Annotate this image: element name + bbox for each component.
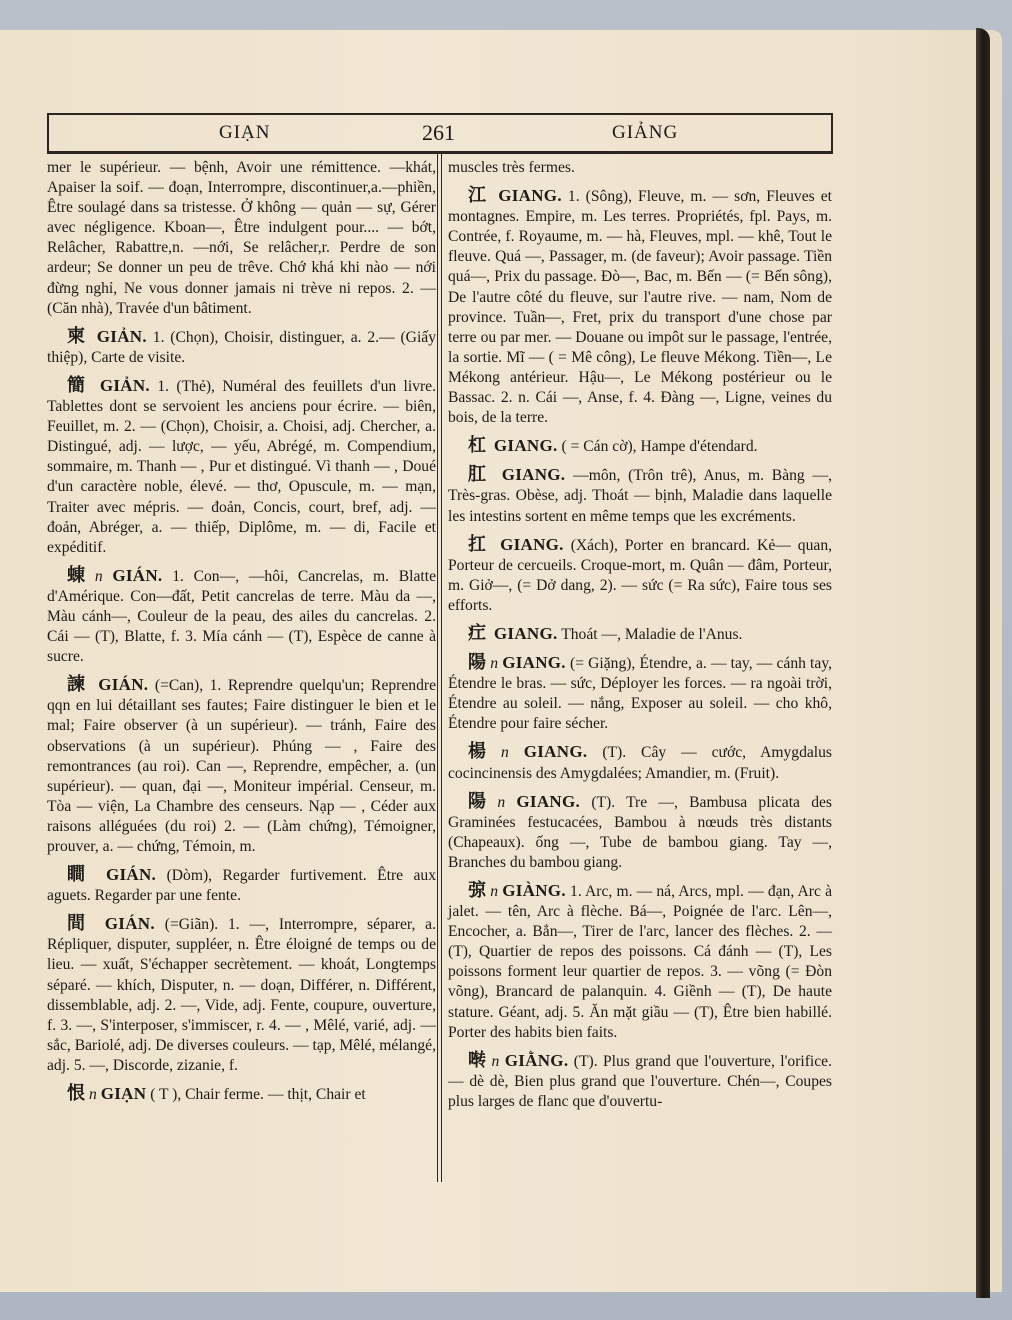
hanzi-character: 杠 <box>468 435 486 457</box>
hanzi-character: 蝀 <box>67 564 91 586</box>
dictionary-entry <box>47 566 436 667</box>
entry-marker: n <box>491 1052 500 1070</box>
header-right-word: GIẢNG <box>612 122 679 143</box>
dictionary-entry <box>448 624 832 645</box>
entry-definition: —môn, (Trôn trê), Anus, m. Bàng —, Très-gras. Obèse, adj. Thoát — bịnh, Maladie dans laquelle les intestins sortent en même temps que les excréments. <box>448 467 832 525</box>
entry-marker: n <box>89 1086 97 1104</box>
dictionary-entry <box>448 881 832 1043</box>
entry-headword: GIANG. <box>498 186 562 206</box>
dictionary-entry <box>47 865 436 906</box>
dictionary-entry <box>47 327 436 368</box>
hanzi-character: 疘 <box>468 622 486 644</box>
dictionary-entry <box>448 535 832 616</box>
entry-headword: GIÀNG. <box>502 881 566 900</box>
entry-headword: GIANG. <box>523 742 588 762</box>
entry-headword: GIẢN. <box>99 375 150 395</box>
entry-headword: GIẰNG. <box>504 1050 569 1070</box>
hanzi-character: 楊 <box>468 741 498 763</box>
dictionary-entry <box>448 465 832 526</box>
dictionary-entry <box>448 436 832 457</box>
entry-marker: n <box>94 567 103 585</box>
entry-headword: GIÁN. <box>105 865 157 885</box>
hanzi-character: 江 <box>468 185 489 207</box>
header-left-word: GIẠN <box>219 122 271 143</box>
column-divider <box>437 152 442 1182</box>
page-number: 261 <box>422 120 455 145</box>
entry-definition: (Dòm), Regarder furtivement. Être aux aguets. Regarder par une fente. <box>47 867 437 905</box>
entry-definition: 1. (Thẻ), Numéral des feuillets d'un livre. Tablettes dont se servoient les anciens pour écrire. — biên, Feuillet, m. 2. — (Chọn), Choisir, a. Choisi, adj. Chercher, a. Distingué, adj. — lược, — yếu, Abrégé, m. Compendium, sommaire, m. Thanh — , Pur et distingué. Vì thanh — , Doué d'un caractère noble, élevé. — thơ, Opuscule, m. — mạn, Traiter avec mépris. — đoản, Concis, court, bref, adj. — đoản, Abréger, a. — thiếp, Diplôme, m. — di, Facile et expéditif. <box>47 377 437 556</box>
hanzi-character: 瞷 <box>67 864 92 886</box>
hanzi-character: 啭 <box>468 1049 488 1071</box>
entry-headword: GIANG. <box>516 791 581 811</box>
book-binding-edge <box>976 28 990 1298</box>
entry-definition: ( T ), Chair ferme. — thịt, Chair et <box>150 1086 366 1104</box>
entry-headword: GIẢN. <box>96 326 147 346</box>
entry-headword: GIANG. <box>502 653 566 673</box>
entry-marker: n <box>490 883 499 900</box>
entry-definition: (Xách), Porter en brancard. Kẻ— quan, Porteur de cercueils. Croque-mort, m. Quân — đâm, Porteur, m. Giở—, (= Dở dang, 2). — sức (= Ra sức), Faire tous ses efforts. <box>448 536 833 614</box>
entry-definition: ( = Cán cờ), Hampe d'étendard. <box>561 438 758 456</box>
hanzi-character: 恨 <box>67 1083 85 1105</box>
hanzi-character: 間 <box>67 913 91 935</box>
entry-definition: 1. Arc, m. — ná, Arcs, mpl. — đạn, Arc à jalet. — tên, Arc à flèche. Bá—, Poignée de l'arc. Lên—, Encocher, a. Bắn—, Tirer de l'arc, lancer des flèches. 2. — (T), Quartier de repos des poissons. Cá đánh — (T), Les poissons forment leur quartier de repos. 3. — võng (= Đòn võng), Brancard de palanquin. 4. Giềnh — (T), De haute stature. Géant, adj. 5. Ăn mặt giầu — (T), Être bien habillé. Porter des habits bien faits. <box>448 883 832 1041</box>
hanzi-character: 弶 <box>468 880 487 901</box>
hanzi-character: 簡 <box>67 374 89 396</box>
hanzi-character: 柬 <box>67 325 87 347</box>
entry-definition: (= Giặng), Étendre, a. — tay, — cánh tay, Étendre le bras. — sức, Déployer les forces. — ra ngoài trời, Étendre au soleil. — nắng, Exposer au soleil. — cho khô, Étendre pour faire sécher. <box>448 655 832 733</box>
entry-headword: GIANG. <box>500 534 564 554</box>
dictionary-entry <box>47 675 436 857</box>
hanzi-character: 扛 <box>468 533 490 555</box>
entry-marker: n <box>490 655 499 673</box>
entry-headword: GIANG. <box>493 436 558 456</box>
entry-definition: (T). Cây — cước, Amygdalus cocincinensis des Amygdalées; Amandier, m. (Fruit). <box>448 744 832 782</box>
dictionary-entry <box>448 1051 832 1112</box>
entry-definition: (=Giãn). 1. —, Interrompre, séparer, a. Répliquer, disputer, suppléer, n. Être éloigné de temps ou de lieu. — xuất, S'échapper secrètement. — khoát, Longtemps séparé. — khích, Disputer, n. — doạn, Différer, n. Différent, dissemblable, adj. 2. —, Vide, adj. Fente, coupure, ouverture, f. 3. —, S'interposer, s'immiscer, r. 4. — , Mêlé, varié, adj. — sắc, Bariolé, adj. De diverses couleurs. — tạp, Mêlé, mélangé, adj. 5. —, Discorde, zizanie, f. <box>47 916 437 1074</box>
entry-marker: n <box>497 793 506 811</box>
hanzi-character: 陽 <box>468 790 494 812</box>
continuation-text: muscles très fermes. <box>448 159 575 176</box>
dictionary-entry <box>448 792 832 873</box>
entry-definition: Thoát —, Maladie de l'Anus. <box>561 625 743 643</box>
hanzi-character: 陽 <box>468 652 487 674</box>
running-header <box>47 113 833 154</box>
entry-definition: (T). Tre —, Bambusa plicata des Graminées festucacées, Bambou à nœuds très distants (Chapeaux). ống —, Tube de bambou giang. Tay —, Branches du bambou giang. <box>448 793 833 871</box>
dictionary-entry <box>47 914 436 1076</box>
hanzi-character: 諫 <box>67 674 88 696</box>
entry-definition: (T). Plus grand que l'ouverture, l'orifice. — dè dè, Bien plus grand que l'ouverture. Chén—, Coupes plus larges de flanc que d'ouvertu- <box>448 1052 832 1110</box>
entry-headword: GIÁN. <box>104 914 155 934</box>
entry-headword: GIÁN. <box>98 675 149 695</box>
right-column <box>448 158 832 1120</box>
entry-headword: GIÁN. <box>112 565 163 585</box>
dictionary-entry <box>448 653 832 734</box>
hanzi-character: 肛 <box>468 464 490 486</box>
dictionary-entry <box>47 1084 436 1105</box>
entry-headword: GIANG. <box>493 623 558 643</box>
entry-definition: 1. (Sông), Fleuve, m. — sơn, Fleuves et montagnes. Empire, m. Les terres. Propriétés, fpl. Pays, m. Contrée, f. Royaume, m. — hà, Fleuves, mpl. — khê, Tout le fleuve. Quá —, Passager, m. (de faveur); Avoir passage. Tiền quá—, Prix du passage. Đò—, Bac, m. Bến — (= Bến sông), De l'autre côté du fleuve, sur l'autre rive. — nam, Nom de province. Tuần—, Fret, prix du transport d'une chose par terre ou par mer. — Douane ou impôt sur le passage, l'entrée, la sortie. Mĩ — ( = Mê công), Le fleuve Mékong. Tiền—, Le Mékong antérieur. Hậu—, Le Mékong postérieur ou le Bassac. 2. n. Cái —, Anse, f. 4. Đàng —, Ligne, veines du bois, de la terre. <box>448 188 832 427</box>
entry-definition: 1. Con—, —hôi, Cancrelas, m. Blatte d'Amérique. Con—đất, Petit cancrelas de terre. Màu da —, Màu cánh—, Couleur de la peau, des ailes du cancrelas. 2. Cái — (T), Blatte, f. 3. Mía cánh — (T), Espèce de canne à sucre. <box>47 567 436 666</box>
dictionary-entry <box>448 742 832 783</box>
entry-headword: GIẠN <box>100 1084 147 1104</box>
entry-definition: 1. (Chọn), Choisir, distinguer, a. 2.— (Giấy thiệp), Carte de visite. <box>47 328 436 366</box>
entry-headword: GIANG. <box>501 465 566 485</box>
continuation-text: mer le supérieur. — bệnh, Avoir une rémittence. —khát, Apaiser la soif. — đoạn, Interrompre, discontinuer,a.—phiền, Être soulagé dans sa tristesse. Ở không — quản — sự, Gérer avec négligence. Kboan—, Être indulgent pour.... — bớt, Relâcher, Rabattre,n. —nới, Se relâcher,r. Perdre de son ardeur; Se donner un peu de trêve. Chớ khá khi nào — nới đừng nghỉ, Ne vous donner jamais ni trève ni repos. 2. — (Căn nhà), Travée d'un bâtiment. <box>47 159 436 317</box>
dictionary-entry <box>47 376 436 558</box>
left-column <box>47 158 436 1113</box>
entry-marker: n <box>501 744 509 762</box>
entry-definition: (=Can), 1. Reprendre quelqu'un; Reprendre qqn en lui détaillant ses fautes; Faire distinguer le bien et le mal; Faire observer (à un supérieur). — tránh, Faire des observations (à un supérieur). Phúng — , Faire des remontrances (au roi). Can —, Reprendre, empêcher, a. (un supérieur). — quan, đại —, Moniteur impérial. Censeur, m. Tòa — viện, La Chambre des censeurs. Nạp — , Céder aux raisons alléguées (du roi) 2. — (Làm chứng), Témoigner, prouver, a. — chứng, Témoin, m. <box>47 677 436 855</box>
dictionary-entry <box>448 186 832 428</box>
